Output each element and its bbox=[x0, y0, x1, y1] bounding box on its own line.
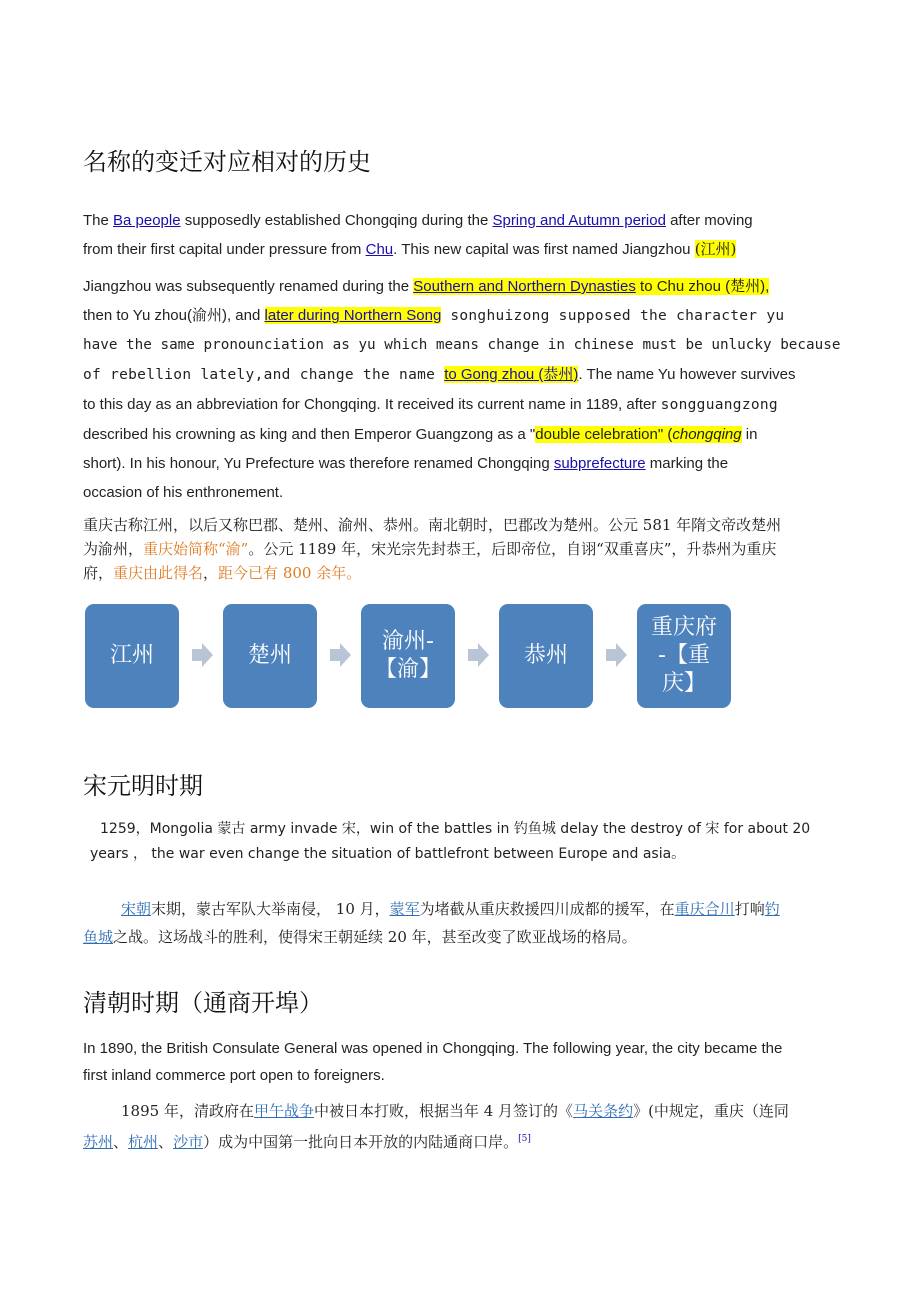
line: to this day as an abbreviation for Chongqing. It received its current name in 1189, after songguangzong bbox=[83, 396, 778, 413]
line: In 1890, the British Consulate General was opened in Chongqing. The following year, the city became the bbox=[83, 1040, 783, 1057]
line: 宋朝末期，蒙古军队大举南侵， 10 月，蒙军为堵截从重庆救援四川成都的援军，在重庆合川打响钓 bbox=[121, 900, 780, 918]
flow-box-chongqingfu: 重庆府 -【重 庆】 bbox=[637, 604, 731, 708]
link-song-dynasty[interactable]: 宋朝 bbox=[121, 900, 152, 918]
line: The Ba people supposedly established Chongqing during the Spring and Autumn period after moving bbox=[83, 212, 753, 229]
paragraph-1890-en bbox=[83, 1035, 863, 1089]
highlight-chongqing: chongqing bbox=[672, 426, 742, 443]
paragraph-1895-zh bbox=[83, 1097, 863, 1156]
link-diaoyucheng-cont[interactable]: 鱼城 bbox=[83, 928, 114, 946]
line: 重庆古称江州，以后又称巴郡、楚州、渝州、恭州。南北朝时，巴郡改为楚州。公元 581 年隋文帝改楚州 bbox=[83, 516, 782, 534]
link-hechuan[interactable]: 重庆合川 bbox=[674, 900, 735, 918]
link-gong-zhou[interactable]: to Gong zhou (恭州) bbox=[444, 366, 579, 383]
line: 鱼城之战。这场战斗的胜利，使得宋王朝延续 20 年，甚至改变了欧亚战场的格局。 bbox=[83, 928, 637, 946]
line: 府，重庆由此得名，距今已有 800 余年。 bbox=[83, 564, 362, 582]
link-treaty-shimonoseki[interactable]: 马关条约 bbox=[573, 1102, 634, 1120]
flow-box-gongzhou: 恭州 bbox=[499, 604, 593, 708]
paragraph-ba-people bbox=[83, 206, 853, 264]
link-shashi[interactable]: 沙市 bbox=[173, 1133, 204, 1151]
line: first inland commerce port open to foreigners. bbox=[83, 1067, 385, 1084]
line: Jiangzhou was subsequently renamed during the Southern and Northern Dynasties to Chu zhou (楚州), bbox=[83, 278, 770, 295]
paragraph-chinese-history bbox=[83, 513, 863, 585]
flow-box-jiangzhou: 江州 bbox=[85, 604, 179, 708]
section-heading-qing: 清朝时期（通商开埠） bbox=[83, 989, 323, 1017]
line: occasion of his enthronement. bbox=[83, 484, 284, 501]
link-suzhou[interactable]: 苏州 bbox=[83, 1133, 114, 1151]
line: 1895 年，清政府在甲午战争中被日本打败，根据当年 4 月签订的《马关条约》(中规定，重庆（连同 bbox=[121, 1102, 789, 1120]
line: of rebellion lately,and change the name to Gong zhou (恭州). The name Yu however survives bbox=[83, 366, 796, 383]
line: short). In his honour, Yu Prefecture was therefore renamed Chongqing subprefecture marking the bbox=[83, 455, 729, 472]
paragraph-renaming bbox=[83, 272, 863, 507]
link-hangzhou[interactable]: 杭州 bbox=[128, 1133, 159, 1151]
highlight-jiangzhou: (江州) bbox=[694, 240, 737, 258]
line: from their first capital under pressure from Chu. This new capital was first named Jiangzhou (江州) bbox=[83, 240, 737, 258]
section-heading-names: 名称的变迁对应相对的历史 bbox=[83, 148, 371, 176]
link-northern-song[interactable]: later during Northern Song bbox=[264, 307, 442, 324]
line: years ， the war even change the situation of battlefront between Europe and asia。 bbox=[90, 846, 686, 862]
link-diaoyucheng[interactable]: 钓 bbox=[764, 900, 780, 918]
link-mongol-army[interactable]: 蒙军 bbox=[389, 900, 420, 918]
reference-link[interactable]: [5] bbox=[518, 1134, 531, 1144]
link-southern-northern-dynasties[interactable]: Southern and Northern Dynasties bbox=[413, 278, 636, 295]
section-heading-song-yuan-ming: 宋元明时期 bbox=[83, 772, 203, 800]
link-spring-autumn[interactable]: Spring and Autumn period bbox=[492, 212, 666, 229]
paragraph-1259-en bbox=[90, 817, 860, 867]
link-chu[interactable]: Chu bbox=[365, 241, 394, 258]
paragraph-diaoyucheng-zh bbox=[83, 895, 863, 951]
line: have the same pronounciation as yu which means change in chinese must be unlucky because bbox=[83, 337, 841, 353]
flow-box-yuzhou: 渝州- 【渝】 bbox=[361, 604, 455, 708]
highlight-chu-zhou: to Chu zhou (楚州), bbox=[635, 278, 770, 295]
line: 1259，Mongolia 蒙古 army invade 宋，win of the battles in 钓鱼城 delay the destroy of 宋 for about 20 bbox=[100, 821, 811, 837]
highlight-double-celebration: double celebration" ( bbox=[535, 426, 673, 443]
line: described his crowning as king and then Emperor Guangzong as a "double celebration" (chongqing in bbox=[83, 426, 758, 443]
line: 为渝州，重庆始简称“渝”。公元 1189 年，宋光宗先封恭王，后即帝位，自诩“双重喜庆”，升恭州为重庆 bbox=[83, 540, 777, 558]
link-ba-people[interactable]: Ba people bbox=[113, 212, 181, 229]
line: then to Yu zhou(渝州), and later during Northern Song songhuizong supposed the character yu bbox=[83, 307, 785, 324]
link-sino-japanese-war[interactable]: 甲午战争 bbox=[253, 1102, 314, 1120]
link-subprefecture[interactable]: subprefecture bbox=[553, 455, 646, 472]
line: 苏州、杭州、沙市）成为中国第一批向日本开放的内陆通商口岸。[5] bbox=[83, 1133, 531, 1151]
flow-box-chuzhou: 楚州 bbox=[223, 604, 317, 708]
